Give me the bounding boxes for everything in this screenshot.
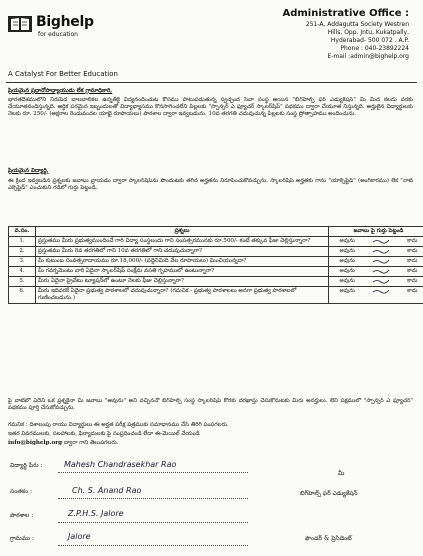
table-row: [9, 256, 423, 266]
table-header-row: [9, 227, 423, 237]
address-line: Hyderabad- 500 072 . A.P.: [330, 36, 409, 44]
row-number: 1.: [9, 236, 36, 246]
school-line: [58, 522, 248, 523]
contact-email-link[interactable]: info@bighelp.org: [8, 440, 63, 446]
table-row: [9, 246, 423, 256]
answer-cell: [329, 256, 423, 266]
eligibility-table: [8, 226, 423, 304]
email-line: E-mail :admin@bighelp.org: [327, 52, 409, 60]
tagline: A Catalyst For Better Education: [8, 70, 118, 78]
contact-email-row: [8, 440, 413, 447]
row-number: 2.: [9, 246, 36, 256]
signoff-yours: మీ: [338, 470, 345, 477]
salutation-headmaster: ప్రియమైన ప్రధానోపాధ్యాయుడు లేక గ్రామాధికారి,: [8, 88, 113, 94]
answer-yes[interactable]: అవును: [339, 277, 355, 284]
header-divider: [6, 82, 417, 83]
answer-no[interactable]: కాదు: [407, 237, 418, 244]
table-row: [9, 276, 423, 286]
student-name-value[interactable]: Mahesh Chandrasekhar Rao: [64, 460, 177, 469]
handwritten-mark-icon: [372, 288, 390, 294]
row-number: 6.: [9, 286, 36, 303]
row-number: 3.: [9, 256, 36, 266]
signoff-organization: బిగ్‌హెల్ప్ ఫర్ ఎడ్యుకేషన్: [300, 490, 358, 497]
open-book-logo-icon: [8, 14, 32, 34]
answer-cell: [329, 276, 423, 286]
row-question: మీరు ఏదైనా ప్రైవేటు ట్యూషన్‌లో ఉంటూ నెలకు ఫీజు చెల్లిస్తున్నారా?: [36, 276, 329, 286]
contact-email-tail: ద్వారా గాని తెలుపగలరు.: [63, 440, 119, 446]
answer-yes[interactable]: అవును: [339, 247, 355, 254]
answer-no[interactable]: కాదు: [407, 257, 418, 264]
answer-yes[interactable]: అవును: [339, 267, 355, 274]
row-number: 4.: [9, 266, 36, 276]
answer-cell: [329, 236, 423, 246]
col-header-number: వ.సం.: [9, 227, 36, 237]
row-number: 5.: [9, 276, 36, 286]
school-label: పాఠశాల :: [10, 512, 34, 519]
table-row: [9, 286, 423, 303]
answer-yes[interactable]: అవును: [339, 287, 355, 294]
signature-label: సంతకం :: [10, 488, 33, 495]
col-header-question: ప్రశ్నలు: [36, 227, 329, 237]
office-title: Administrative Office :: [282, 8, 409, 19]
col-header-answer: జవాబు పై గుర్తు పెట్టండి: [329, 227, 423, 237]
handwritten-mark-icon: [372, 278, 390, 284]
answer-cell: [329, 266, 423, 276]
student-name-line: [58, 472, 248, 473]
handwritten-mark-icon: [372, 238, 390, 244]
answer-cell: [329, 286, 423, 303]
handwritten-mark-icon: [372, 258, 390, 264]
important-note: గమనిక : దిశాలంపు రాయు విద్యార్థులు ఈ అర్హత పరీక్ష పత్రముకు సమాధానము చేసి తిరిగి పంపగలరు.: [8, 422, 229, 428]
answer-yes[interactable]: అవును: [339, 257, 355, 264]
phone-line: Phone : 040-23892224: [340, 44, 409, 52]
brand-subtitle: for education: [38, 31, 78, 38]
village-value[interactable]: Jalore: [68, 532, 91, 541]
eligibility-note: పై వాటిలో ఏదేని ఒక ప్రశ్నకైనా మీ జవాబు "అవును" అని వచ్చినచో బిగ్‌హెల్ప్ సంస్థ స్కాలర్‌షిప్ కొరకు దరఖాస్తు చేసుకొనుటకు మీరు అనర్హులు. లేని పక్షములో "స్పాన్సర్ ఎ ఫ్యూచర్" పథకము పూర్తి చేసుకోవచ్చును.: [8, 398, 413, 411]
school-value[interactable]: Z.P.H.S. Jalore: [68, 509, 124, 518]
logo-block: [8, 10, 218, 78]
answer-yes[interactable]: అవును: [339, 237, 355, 244]
answer-no[interactable]: కాదు: [407, 277, 418, 284]
row-question: మీరు ఇదివరకే ఏదైనా ప్రభుత్వ పాఠశాలలో చదువుచున్నారా? (గమనిక - ప్రభుత్వ పాఠశాలలు అనగా ప్రభుత్వ పాఠశాలలో గుణించబడును.): [36, 286, 329, 303]
salutation-student: ప్రియమైన విద్యార్థి,: [8, 168, 49, 174]
row-question: ప్రస్తుతము మీరు 8వ తరగతిలో గాని 10వ తరగతిలో గాని చదువుచున్నారా?: [36, 246, 329, 256]
signature-line: [58, 498, 248, 499]
answer-no[interactable]: కాదు: [407, 287, 418, 294]
village-line: [58, 545, 248, 546]
answer-cell: [329, 246, 423, 256]
signature-value[interactable]: Ch. S. Anand Rao: [72, 486, 142, 495]
village-label: గ్రామము :: [10, 535, 35, 542]
handwritten-mark-icon: [372, 248, 390, 254]
row-question: మీ గవర్నమెంటు వారి ఏదైనా స్కాలర్‌షిప్ సంక్షేమ వసతి గృహములో ఉంటున్నారా?: [36, 266, 329, 276]
answer-no[interactable]: కాదు: [407, 247, 418, 254]
contact-text: ఇతర వివరములకు, సలహాలకు, ఫిర్యాదులకు పై సంప్రదించండి లేదా ఈ-మెయిల్ చేయండి: [8, 431, 200, 437]
address-line: Hills, Opp. Jntu, Kukatpally,: [327, 28, 409, 36]
letter-body-2: ఈ క్రింద ఇవ్వబడిన ప్రశ్నలకు జవాబు వ్రాయడం ద్వారా స్కాలర్‌షిప్‌ను పొందుటకు తగిన అర్హతను నిరూపించుకోవచ్చును. స్కాలర్‌షిప్ అర్హతకు గాను "యాక్సెప్టెడ్" (అంగీకారము) లేక "నాట్ ఎక్సెప్టెడ్" ఎంచుకుని గడిలో గుర్తు పెట్టండి.: [8, 178, 413, 191]
office-address: [259, 8, 409, 61]
row-question: ప్రస్తుతము మీరు ప్రభుత్వముందించే గారి విద్యా సంస్థలందు గాని సంపత్సరమునకు రూ.500/- కంటే తక్కువ ఫీజు చెల్లిస్తున్నారా?: [36, 236, 329, 246]
answer-no[interactable]: కాదు: [407, 267, 418, 274]
table-row: [9, 266, 423, 276]
letter-body-1: భారతదేశములోని నిరుపేద బాలబాలికల ఉన్నతికై విద్యనందించుట కోసము పాటుపడుతున్న స్వచ్ఛంద సేవా సంస్థ అయిన "బిగ్‌హెల్ప్ ఫర్ ఎడ్యుకేషన్" మీ మీద కలదు వరకు చేయూతనందిస్తున్నది. ఆర్థిక పరమైన ఇబ్బందులతో విద్యాభ్యాసము కొనసాగించలేని పిల్లలకు "స్పాన్సర్ ఎ ఫ్యూచర్ స్కాలర్‌షిప్" పథకము ద్వారా చేయూత నిస్తున్నది. అర్హులైన విద్యార్థులకు నెలకు రూ. 250/- (అక్షరాల రెండువందల యాభై రూపాయలు) పాఠశాల ద్వారా ఇవ్వబడును. 10వ తరగతి చదువుచున్న పిల్లలకు సంస్థ ప్రోత్సాహము అందించును.: [8, 97, 413, 117]
signoff-founder: ఫౌండర్ & ప్రెసిడెంట్: [305, 535, 352, 542]
row-question: మీ కుటుంబ సంవత్సరాదాయము రూ.18,000/- (పద్దెనిమిది వేల రూపాయలు) మించియున్నదా?: [36, 256, 329, 266]
address-line: 251-A, Addagutta Society Westren: [305, 20, 409, 28]
brand-name: Bighelp: [36, 14, 94, 30]
table-row: [9, 236, 423, 246]
student-name-label: విద్యార్థి పేరు :: [10, 462, 43, 469]
handwritten-mark-icon: [372, 268, 390, 274]
